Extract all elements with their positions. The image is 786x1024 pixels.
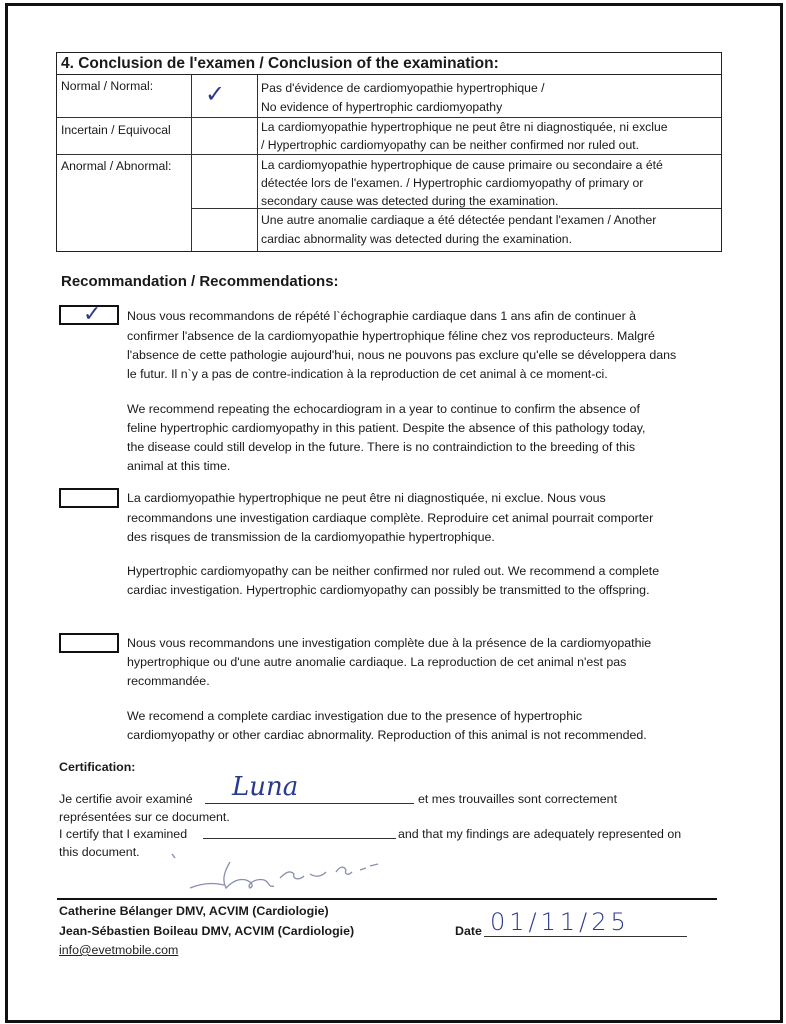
certification-fr-text: représentées sur ce document. — [59, 810, 230, 824]
recommendations-heading: Recommandation / Recommendations: — [61, 273, 339, 290]
row-text-line: La cardiomyopathie hypertrophique ne peut être ni diagnostiquée, ni exclue — [261, 120, 668, 134]
date-label: Date — [455, 924, 482, 938]
recommendation-1-en-line: feline hypertrophic cardiomyopathy in this patient. Despite the absence of this pathology today, — [127, 421, 646, 435]
vet-name-2: Jean-Sébastien Boileau DMV, ACVIM (Cardiologie) — [59, 924, 355, 938]
recommendation-checkbox-2[interactable] — [59, 488, 119, 508]
certification-fr-text: Je certifie avoir examiné — [59, 792, 193, 806]
certification-en-text: and that my findings are adequately represented on — [398, 827, 682, 841]
conclusion-table — [56, 52, 722, 252]
recommendation-3-en-line: cardiomyopathy or other cardiac abnormality. Reproduction of this animal is not recommended. — [127, 728, 647, 742]
row-divider — [57, 154, 721, 155]
row-text-line: détectée lors de l'examen. / Hypertrophic cardiomyopathy of primary or — [261, 176, 644, 190]
date-line — [484, 936, 687, 937]
handwritten-signature — [160, 848, 400, 898]
row-label-abnormal: Anormal / Abnormal: — [61, 159, 172, 173]
handwritten-checkmark: ✓ — [83, 301, 102, 326]
row-text-line: secondary cause was detected during the examination. — [261, 194, 559, 208]
column-divider — [257, 75, 258, 251]
handwritten-checkmark: ✓ — [205, 81, 226, 108]
column-divider — [191, 75, 192, 251]
recommendation-1-fr-line: confirmer l'absence de la cardiomyopathie hypertrophique féline chez vos reproducteurs. Malgré — [127, 329, 655, 343]
email-link[interactable]: info@evetmobile.com — [59, 943, 179, 957]
row-label-equivocal: Incertain / Equivocal — [61, 123, 171, 137]
handwritten-date: 01/11/25 — [490, 908, 630, 936]
row-text-line: Une autre anomalie cardiaque a été détectée pendant l'examen / Another — [261, 213, 657, 227]
animal-name-line-fr — [205, 803, 414, 804]
row-text-line: / Hypertrophic cardiomyopathy can be neither confirmed nor ruled out. — [261, 138, 640, 152]
recommendation-checkbox-1[interactable] — [59, 301, 119, 326]
recommendation-3-fr-line: Nous vous recommandons une investigation complète due à la présence de la cardiomyopathie — [127, 636, 652, 650]
signature-line — [57, 898, 717, 900]
recommendation-3-fr-line: recommandée. — [127, 674, 210, 688]
recommendation-1-en-line: animal at this time. — [127, 459, 231, 473]
certification-en-text: this document. — [59, 845, 140, 859]
recommendation-2-fr-line: recommandons une investigation cardiaque complète. Reproduire cet animal pourrait comporter — [127, 511, 654, 525]
row-text-line: La cardiomyopathie hypertrophique de cause primaire ou secondaire a été — [261, 158, 663, 172]
recommendation-2-fr-line: La cardiomyopathie hypertrophique ne peut être ni diagnostiquée, ni exclue. Nous vous — [127, 491, 606, 505]
recommendation-1-fr-line: le futur. Il n`y a pas de contre-indication à la reproduction de cet animal à ce moment-ci. — [127, 367, 608, 381]
recommendation-checkbox-3[interactable] — [59, 633, 119, 653]
recommendation-1-fr-line: l'absence de cette pathologie aujourd'hui, nous ne pouvons pas exclure qu'elle se développera dans — [127, 348, 677, 362]
recommendation-3-fr-line: hypertrophique ou d'une autre anomalie cardiaque. La reproduction de cet animal n'est pas — [127, 655, 627, 669]
row-text-line: No evidence of hypertrophic cardiomyopathy — [261, 100, 503, 114]
certification-en-text: I certify that I examined — [59, 827, 188, 841]
handwritten-animal-name: Luna — [232, 772, 299, 802]
row-text-line: cardiac abnormality was detected during the examination. — [261, 232, 572, 246]
recommendation-1-fr-line: Nous vous recommandons de répété l`échographie cardiaque dans 1 ans afin de continuer à — [127, 309, 637, 323]
certification-fr-text: et mes trouvailles sont correctement — [418, 792, 618, 806]
recommendation-3-en-line: We recomend a complete cardiac investigation due to the presence of hypertrophic — [127, 709, 583, 723]
row-label-normal: Normal / Normal: — [61, 79, 154, 93]
certification-heading: Certification: — [59, 760, 136, 774]
conclusion-title: 4. Conclusion de l'examen / Conclusion of the examination: — [57, 53, 721, 75]
vet-name-1: Catherine Bélanger DMV, ACVIM (Cardiologie) — [59, 904, 329, 918]
recommendation-2-en-line: cardiac investigation. Hypertrophic cardiomyopathy can possibly be transmitted to the offspring. — [127, 583, 650, 597]
recommendation-1-en-line: the disease could still develop in the future. There is no contraindiction to the breeding of this — [127, 440, 636, 454]
recommendation-1-en-line: We recommend repeating the echocardiogram in a year to continue to confirm the absence of — [127, 402, 640, 416]
animal-name-line-en — [203, 838, 396, 839]
recommendation-2-fr-line: des risques de transmission de la cardiomyopathie hypertrophique. — [127, 530, 495, 544]
recommendation-2-en-line: Hypertrophic cardiomyopathy can be neither confirmed nor ruled out. We recommend a complete — [127, 564, 660, 578]
row-text-line: Pas d'évidence de cardiomyopathie hypertrophique / — [261, 81, 545, 95]
